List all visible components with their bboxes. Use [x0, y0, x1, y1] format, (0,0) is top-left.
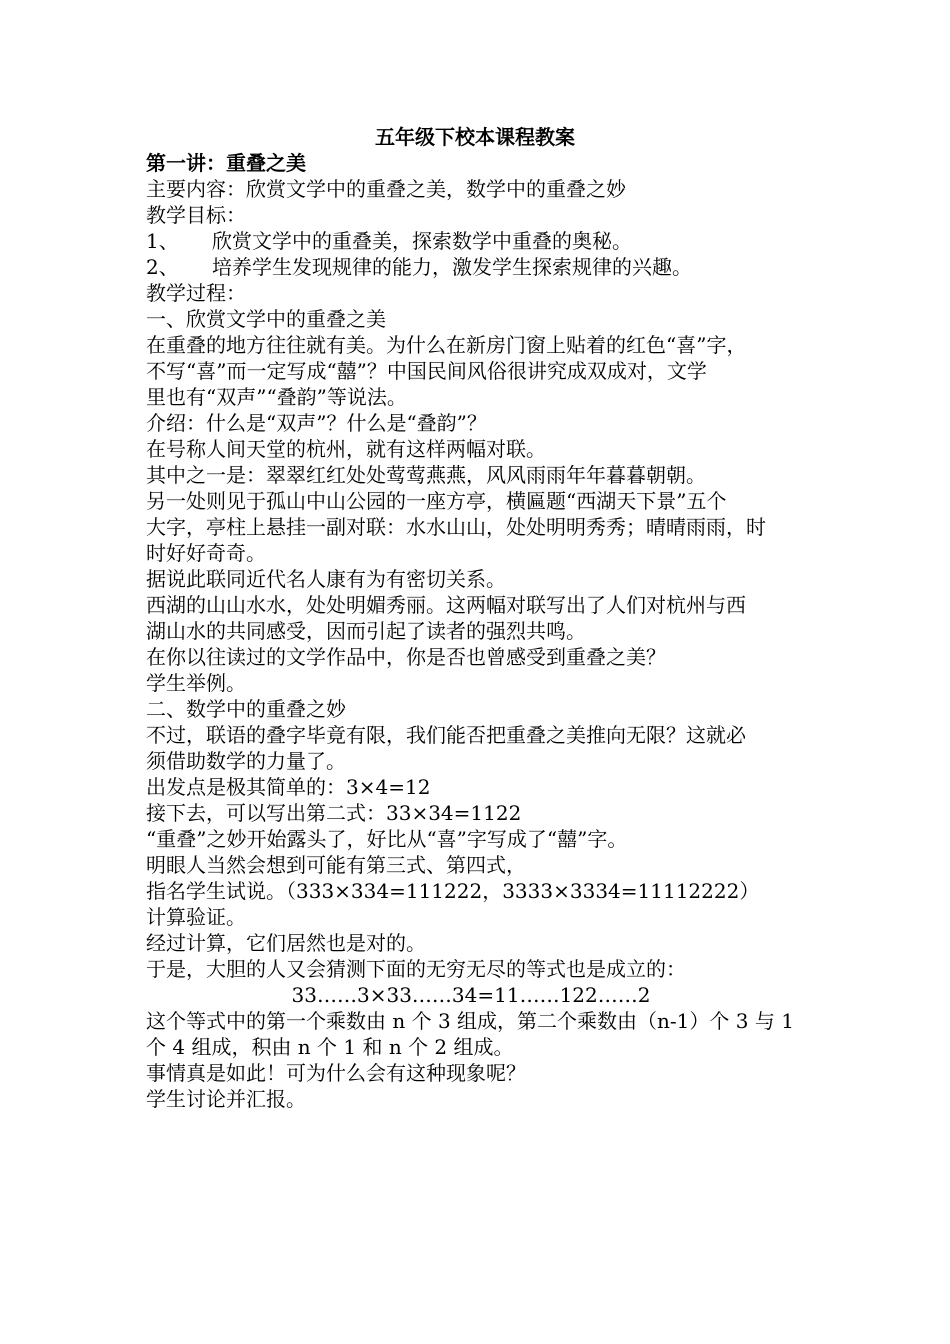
text-line: 其中之一是：翠翠红红处处莺莺燕燕，风风雨雨年年暮暮朝朝。	[146, 463, 706, 487]
text-line: 不写“喜”而一定写成“囍”？中国民间风俗很讲究成双成对，文学	[146, 359, 707, 383]
text-line: 不过，联语的叠字毕竟有限，我们能否把重叠之美推向无限？这就必	[146, 723, 746, 747]
text-line: 西湖的山山水水，处处明媚秀丽。这两幅对联写出了人们对杭州与西	[146, 593, 746, 617]
text-line: 介绍：什么是“双声”？什么是“叠韵”？	[146, 411, 487, 435]
text-line: 大字，亭柱上悬挂一副对联：水水山山，处处明明秀秀；晴晴雨雨，时	[146, 515, 766, 539]
text-line: “重叠”之妙开始露头了，好比从“喜”字写成了“囍”字。	[146, 827, 628, 851]
text-line: 在号称人间天堂的杭州，就有这样两幅对联。	[146, 437, 546, 461]
goal-number: 2、	[146, 255, 179, 279]
lecture-heading: 第一讲：重叠之美	[146, 151, 306, 175]
text-line: 个 4 组成，积由 n 个 1 和 n 个 2 组成。	[146, 1035, 514, 1059]
text-line: 学生举例。	[146, 671, 246, 695]
section-heading: 一、欣赏文学中的重叠之美	[146, 307, 386, 331]
goal-number: 1、	[146, 229, 179, 253]
text-line: 经过计算，它们居然也是对的。	[146, 931, 426, 955]
text-line: 这个等式中的第一个乘数由 n 个 3 组成，第二个乘数由（n-1）个 3 与 1	[146, 1009, 794, 1033]
text-line: 出发点是极其简单的：3×4=12	[146, 775, 431, 799]
section-heading: 二、数学中的重叠之妙	[146, 697, 346, 721]
text-line: 在你以往读过的文学作品中，你是否也曾感受到重叠之美？	[146, 645, 666, 669]
text-line: 在重叠的地方往往就有美。为什么在新房门窗上贴着的红色“喜”字，	[146, 333, 747, 357]
text-line: 学生讨论并汇报。	[146, 1087, 306, 1111]
text-line: 事情真是如此！可为什么会有这种现象呢？	[146, 1061, 526, 1085]
section1-paragraphs	[146, 332, 816, 696]
section2-paragraphs	[146, 722, 816, 1112]
text-line: 里也有“双声”“叠韵”等说法。	[146, 385, 407, 409]
text-line: 计算验证。	[146, 905, 246, 929]
text-line: 据说此联同近代名人康有为有密切关系。	[146, 567, 506, 591]
text-line: 须借助数学的力量了。	[146, 749, 346, 773]
goal-text: 培养学生发现规律的能力，激发学生探索规律的兴趣。	[212, 255, 692, 279]
goal-item	[146, 254, 816, 280]
document-body	[146, 150, 816, 1112]
document-title: 五年级下校本课程教案	[375, 125, 575, 149]
main-content-line: 主要内容：欣赏文学中的重叠之美，数学中的重叠之妙	[146, 177, 626, 201]
process-label: 教学过程：	[146, 281, 246, 305]
text-line: 时好好奇奇。	[146, 541, 266, 565]
text-line: 另一处则见于孤山中山公园的一座方亭，横匾题“西湖天下景”五个	[146, 489, 727, 513]
goals-label: 教学目标：	[146, 203, 246, 227]
text-line: 湖山水的共同感受，因而引起了读者的强烈共鸣。	[146, 619, 586, 643]
formula-line: 33……3×33……34=11……122……2	[291, 983, 651, 1007]
text-line: 明眼人当然会想到可能有第三式、第四式，	[146, 853, 526, 877]
text-line: 于是，大胆的人又会猜测下面的无穷无尽的等式也是成立的：	[146, 957, 686, 981]
text-line: 接下去，可以写出第二式：33×34=1122	[146, 801, 522, 825]
goal-item	[146, 228, 816, 254]
text-line: 指名学生试说。（333×334=111222，3333×3334=11112222）	[146, 879, 760, 903]
goal-text: 欣赏文学中的重叠美，探索数学中重叠的奥秘。	[212, 229, 632, 253]
